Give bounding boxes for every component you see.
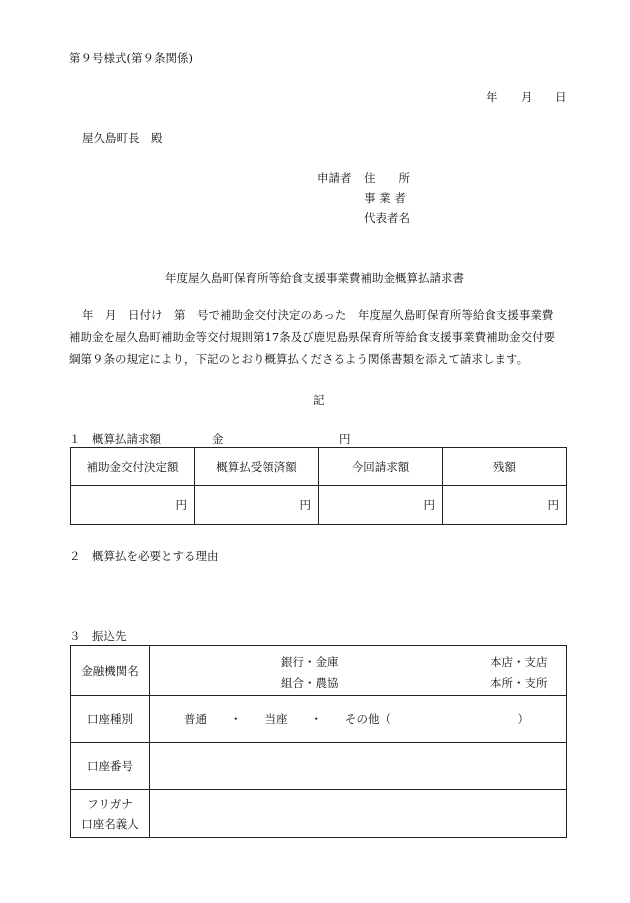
branch-type-1: 本店・支店: [490, 655, 548, 669]
addressee: 屋久島町長 殿: [82, 131, 163, 145]
account-type-label: 口座種別: [71, 696, 150, 743]
account-type-options[interactable]: 普通 ・ 当座 ・ その他（ ）: [150, 696, 567, 743]
date-year: 年: [486, 90, 498, 104]
value-remaining[interactable]: 円: [443, 486, 567, 525]
section1-kin: 金: [212, 432, 224, 446]
bank-type-2: 組合・農協: [281, 676, 339, 690]
account-holder-cell[interactable]: [150, 790, 567, 838]
body-line-1: 年 月 日付け 第 号で補助金交付決定のあった 年度屋久島町保育所等給食支援事業費: [82, 308, 554, 322]
bank-name-label: 金融機関名: [71, 646, 150, 696]
form-number: 第９号様式(第９条関係): [69, 51, 193, 65]
furigana-label: フリガナ: [87, 796, 133, 811]
header-decision-amount: 補助金交付決定額: [71, 448, 195, 486]
header-current-request: 今回請求額: [319, 448, 443, 486]
bank-type-1: 銀行・金庫: [281, 655, 339, 669]
applicant-label: 申請者: [317, 171, 352, 185]
account-number-label: 口座番号: [71, 743, 150, 790]
section2-heading: ２ 概算払を必要とする理由: [69, 549, 219, 563]
applicant-representative-label: 代表者名: [364, 211, 410, 225]
value-current-request[interactable]: 円: [319, 486, 443, 525]
bank-transfer-table: [70, 645, 567, 838]
applicant-address-label: 住 所: [364, 171, 410, 185]
account-holder-label: 口座名義人: [81, 816, 139, 831]
document-title: 年度屋久島町保育所等給食支援事業費補助金概算払請求書: [165, 271, 464, 285]
value-decision-amount[interactable]: 円: [71, 486, 195, 525]
account-number-cell[interactable]: [150, 743, 567, 790]
applicant-business-label: 事 業 者: [364, 191, 406, 205]
value-received-amount[interactable]: 円: [195, 486, 319, 525]
request-amount-table: [70, 447, 567, 525]
body-line-3: 綱第９条の規定により，下記のとおり概算払くださるよう関係書類を添えて請求します。: [69, 352, 529, 366]
section1-heading: １ 概算払請求額: [69, 432, 161, 446]
branch-type-2: 本所・支所: [490, 676, 548, 690]
date-month: 月: [521, 90, 533, 104]
section1-yen: 円: [339, 432, 351, 446]
bank-name-cell[interactable]: [150, 646, 567, 696]
body-line-2: 補助金を屋久島町補助金等交付規則第17条及び鹿児島県保育所等給食支援事業費補助金交付要: [69, 330, 556, 344]
account-holder-label-cell: [71, 790, 150, 838]
ki-heading: 記: [313, 393, 325, 407]
date-day: 日: [555, 90, 567, 104]
header-received-amount: 概算払受領済額: [195, 448, 319, 486]
header-remaining: 残額: [443, 448, 567, 486]
section3-heading: ３ 振込先: [69, 629, 127, 643]
